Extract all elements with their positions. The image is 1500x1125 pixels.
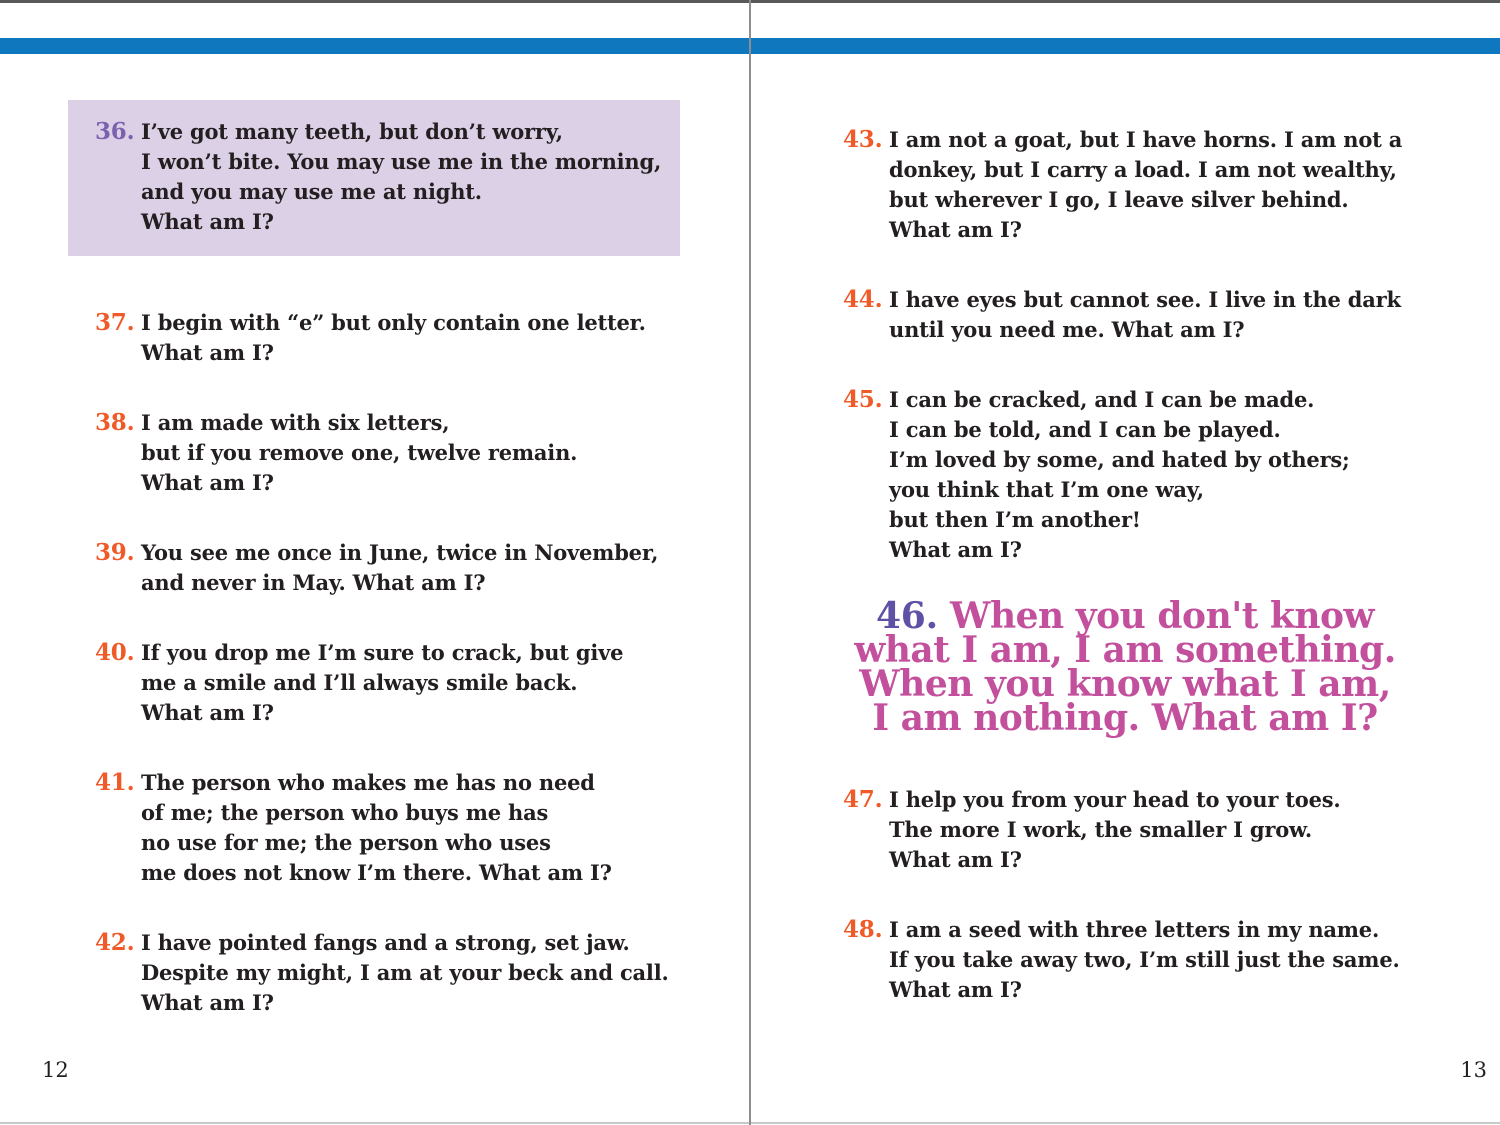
riddle-38: [95, 408, 710, 498]
riddle-37: [95, 308, 710, 368]
riddle-number: 45.: [843, 386, 883, 413]
riddle-list-left: [0, 100, 750, 1058]
riddle-45: [843, 385, 1460, 565]
riddle-text: I am a seed with three letters in my name. If you take away two, I’m still just the same. What am I?: [889, 917, 1400, 1002]
riddle-41: [95, 768, 710, 888]
riddle-text: I help you from your head to your toes. The more I work, the smaller I grow. What am I?: [889, 787, 1341, 872]
riddle-number: 36.: [95, 118, 135, 145]
riddle-text: I am made with six letters, but if you remove one, twelve remain. What am I?: [141, 410, 578, 495]
riddle-text: I have pointed fangs and a strong, set jaw. Despite my might, I am at your beck and call. What am I?: [141, 930, 669, 1015]
riddle-number: 39.: [95, 539, 135, 566]
riddle-number: 47.: [843, 786, 883, 813]
page-right: [750, 0, 1500, 1125]
riddle-42: [95, 928, 710, 1018]
riddle-48: [843, 915, 1460, 1005]
riddle-text: You see me once in June, twice in November, and never in May. What am I?: [141, 540, 659, 595]
riddle-list-right: [750, 125, 1500, 1045]
page-number-right: 13: [1460, 1058, 1487, 1082]
riddle-39: [95, 538, 710, 598]
riddle-text: I begin with “e” but only contain one letter. What am I?: [141, 310, 646, 365]
riddle-44: [843, 285, 1460, 345]
page-number-left: 12: [42, 1058, 69, 1082]
riddle-text: I can be cracked, and I can be made. I can be told, and I can be played. I’m loved by some, and hated by others; you think that I’m one way, but then I’m another! What am I?: [889, 387, 1350, 562]
riddle-number: 40.: [95, 639, 135, 666]
riddle-number: 38.: [95, 409, 135, 436]
riddle-text: I have eyes but cannot see. I live in the dark until you need me. What am I?: [889, 287, 1401, 342]
riddle-text: If you drop me I’m sure to crack, but give me a smile and I’ll always smile back. What am I?: [141, 640, 624, 725]
riddle-text: I am not a goat, but I have horns. I am not a donkey, but I carry a load. I am not wealthy, but wherever I go, I leave silver behind. What am I?: [889, 127, 1403, 242]
riddle-47: [843, 785, 1460, 875]
riddle-text: The person who makes me has no need of me; the person who buys me has no use for me; the person who uses me does not know I’m there. What am I?: [141, 770, 612, 885]
riddle-number: 48.: [843, 916, 883, 943]
page-divider: [749, 0, 751, 1125]
riddle-43: [843, 125, 1460, 245]
riddle-40: [95, 638, 710, 728]
riddle-number: 41.: [95, 769, 135, 796]
riddle-number: 43.: [843, 126, 883, 153]
riddle-number: 44.: [843, 286, 883, 313]
riddle-text: 46. When you don't know what I am, I am something. When you know what I am, I am nothing. What am I?: [854, 595, 1396, 739]
riddle-36: [68, 100, 680, 256]
riddle-number: 42.: [95, 929, 135, 956]
riddle-number: 37.: [95, 309, 135, 336]
riddle-46: [768, 595, 1482, 739]
riddle-text: I’ve got many teeth, but don’t worry, I won’t bite. You may use me in the morning, and you may use me at night. What am I?: [141, 119, 662, 234]
riddle-number: 46.: [875, 595, 938, 637]
